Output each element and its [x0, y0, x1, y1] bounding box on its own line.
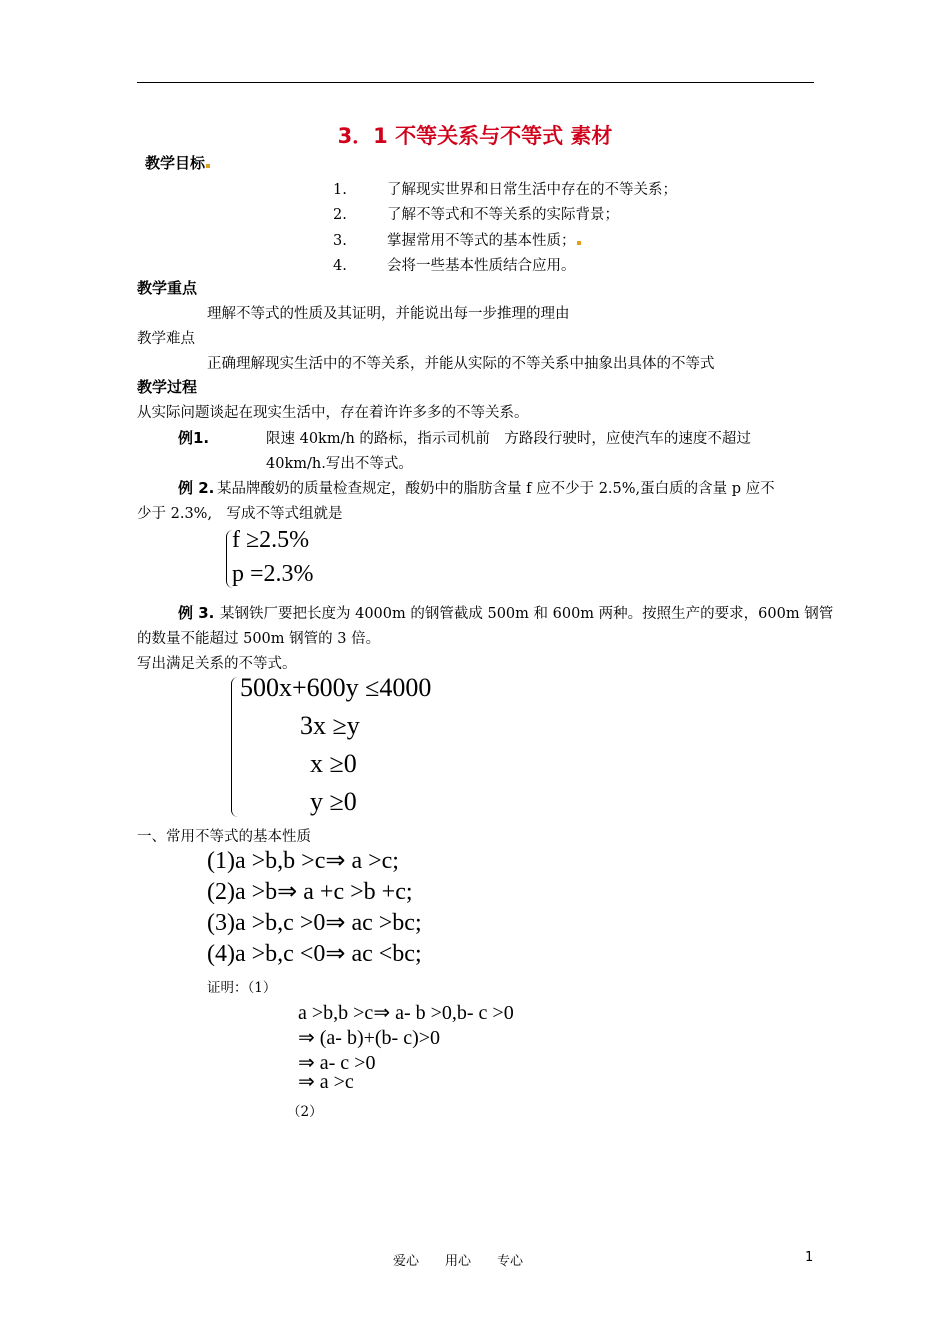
key-points-heading: 教学重点: [137, 279, 198, 297]
example2-label: 例 2.: [178, 479, 215, 497]
objective-item: 1. 了解现实世界和日常生活中存在的不等关系；: [333, 182, 677, 198]
objective-item: 2. 了解不等式和不等关系的实际背景；: [333, 207, 619, 223]
objective-item: 4. 会将一些基本性质结合应用。: [333, 258, 576, 274]
proof-line: a >b,b >c⇒ a- b >0,b- c >0: [298, 1002, 514, 1024]
example1-text: 限速 40km/h 的路标，指示司机前 方路段行驶时，应使汽车的速度不超过: [266, 431, 751, 447]
inequality-line: 3x ≥y: [300, 711, 360, 740]
key-points-text: 理解不等式的性质及其证明，并能说出每一步推理的理由: [207, 306, 570, 322]
example1-text-cont: 40km/h.写出不等式。: [266, 456, 413, 472]
property-line: (3)a >b,c >0⇒ ac >bc;: [207, 910, 422, 936]
proof-line: ⇒ (a- b)+(b- c)>0: [298, 1027, 441, 1049]
header-rule: [137, 82, 814, 83]
property-line: (1)a >b,b >c⇒ a >c;: [207, 848, 399, 874]
proof-label: 证明：（1）: [207, 980, 277, 996]
property-line: (2)a >b⇒ a +c >b +c;: [207, 879, 413, 905]
example2-text-cont: 少于 2.3%, 写成不等式组就是: [137, 506, 343, 522]
objectives-heading: 教学目标: [145, 152, 210, 173]
page-title: 3．1 不等关系与不等式 素材: [337, 124, 613, 148]
inequality-line: p =2.3%: [232, 561, 314, 587]
example1-label: 例1.: [178, 429, 210, 447]
example3-text-cont: 的数量不能超过 500m 钢管的 3 倍。: [137, 631, 381, 647]
properties-heading: 一、常用不等式的基本性质: [137, 829, 311, 845]
page-number: 1: [805, 1250, 814, 1265]
process-intro: 从实际问题谈起在现实生活中，存在着许许多多的不等关系。: [137, 405, 529, 421]
inequality-line: 500x+600y ≤4000: [240, 673, 432, 702]
objective-item: 3. 掌握常用不等式的基本性质；: [333, 229, 581, 250]
proof-line: ⇒ a- c >0: [298, 1052, 376, 1074]
footer-text: 爱心 用心 专心: [393, 1254, 524, 1269]
inequality-line: f ≥2.5%: [232, 527, 310, 553]
example3-text-cont: 写出满足关系的不等式。: [137, 656, 297, 672]
inequality-line: y ≥0: [310, 787, 357, 816]
proof2-label: （2）: [287, 1104, 323, 1120]
system-brace: [231, 677, 238, 817]
example3-label: 例 3.: [178, 604, 215, 622]
proof-line: ⇒ a >c: [298, 1071, 354, 1093]
inequality-line: x ≥0: [310, 749, 357, 778]
property-line: (4)a >b,c <0⇒ ac <bc;: [207, 941, 422, 967]
process-heading: 教学过程: [137, 378, 198, 396]
example2-text: 某品牌酸奶的质量检查规定，酸奶中的脂肪含量 f 应不少于 2.5%,蛋白质的含量 p 应不: [217, 481, 775, 497]
difficulties-text: 正确理解现实生活中的不等关系，并能从实际的不等关系中抽象出具体的不等式: [207, 356, 715, 372]
example3-text: 某钢铁厂要把长度为 4000m 的钢管截成 500m 和 600m 两种。按照生产的要求，600m 钢管: [220, 606, 834, 622]
difficulties-heading: 教学难点: [137, 331, 195, 347]
